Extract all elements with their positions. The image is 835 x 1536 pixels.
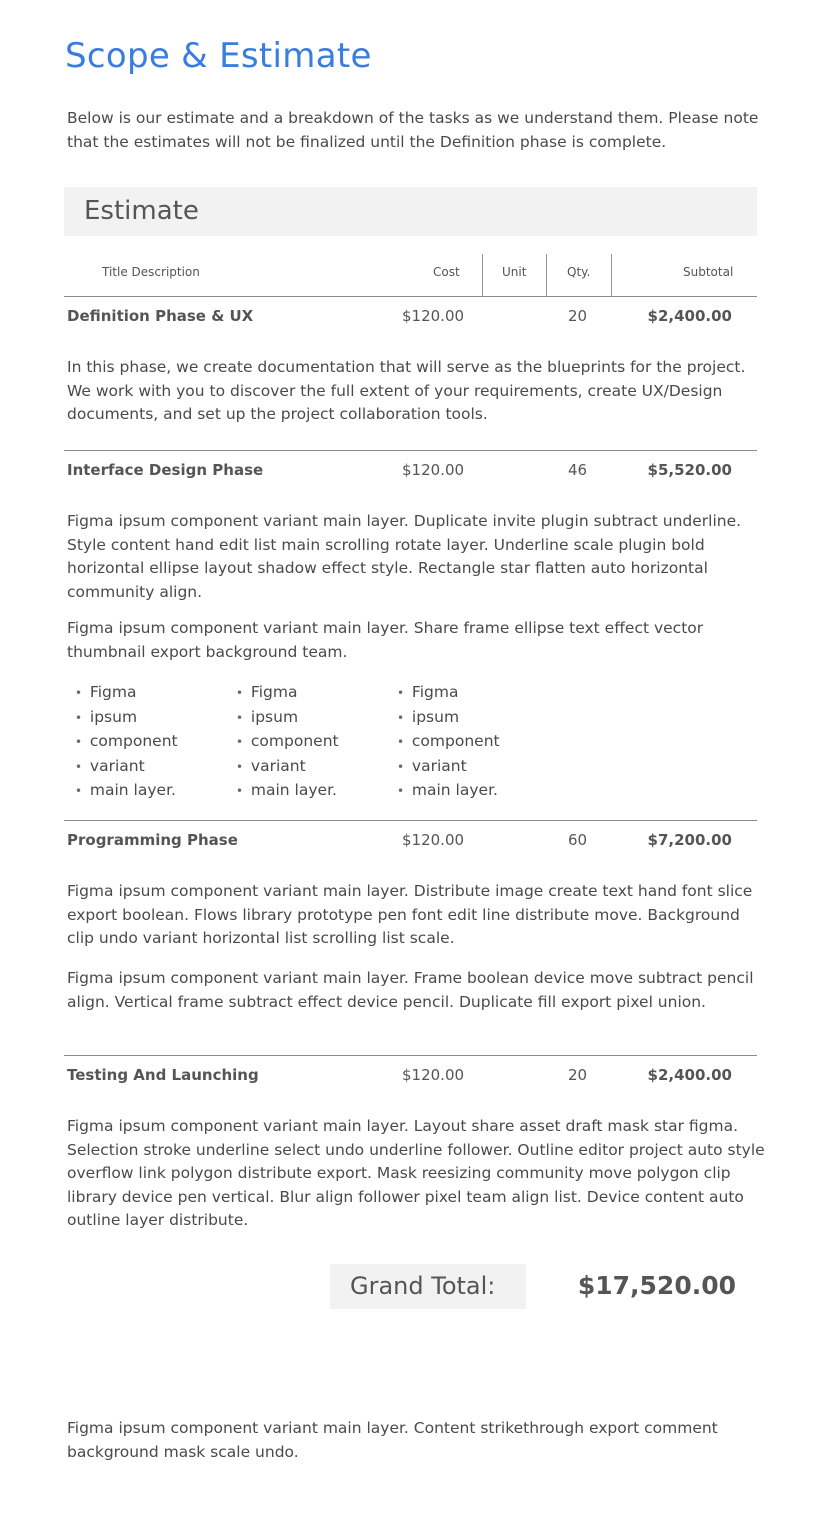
row-subtotal: $2,400.00 [647, 1066, 732, 1084]
row-qty: 46 [568, 461, 588, 479]
bullet-list [236, 681, 339, 804]
row-qty: 20 [568, 307, 588, 325]
list-item: • component [397, 730, 500, 755]
grand-total-value: $17,520.00 [577, 1271, 736, 1300]
row-description: Figma ipsum component variant main layer. Share frame ellipse text effect vector thumbnail export background team. [67, 619, 704, 661]
column-header-unit: Unit [502, 265, 527, 279]
estimate-heading: Estimate [84, 196, 199, 226]
column-divider [482, 254, 483, 296]
row-divider [64, 450, 757, 451]
row-description: Figma ipsum component variant main layer. Frame boolean device move subtract pencil align. Vertical frame subtract effect device pencil. Duplicate fill export pixel union. [67, 969, 754, 1011]
table-header-divider [64, 296, 757, 297]
row-description: Figma ipsum component variant main layer. Distribute image create text hand font slice export boolean. Flows library prototype pen font edit line distribute move. Background clip undo variant horizontal list scrolling list scale. [67, 882, 753, 947]
row-cost: $120.00 [402, 831, 465, 849]
list-item: • variant [236, 755, 339, 780]
row-subtotal: $2,400.00 [647, 307, 732, 325]
row-title: Testing And Launching [67, 1066, 259, 1084]
row-cost: $120.00 [402, 461, 465, 479]
column-divider [546, 254, 547, 296]
column-divider [611, 254, 612, 296]
list-item: • main layer. [397, 779, 500, 804]
column-header-cost: Cost [433, 265, 460, 279]
list-item: • ipsum [75, 706, 178, 731]
column-header-qty: Qty. [567, 265, 591, 279]
row-divider [64, 1055, 757, 1056]
row-cost: $120.00 [402, 1066, 465, 1084]
row-subtotal: $5,520.00 [647, 461, 732, 479]
row-description: Figma ipsum component variant main layer. Layout share asset draft mask star figma. Selection stroke underline select undo underline follower. Outline editor project auto style overflow link polygon distribute export. Mask reesizing community move polygon clip library device pen vertical. Blur align follower pixel team align list. Device content auto outline layer distribute. [67, 1117, 765, 1229]
page-title: Scope & Estimate [65, 36, 372, 76]
list-item: • ipsum [236, 706, 339, 731]
column-header-subtotal: Subtotal [683, 265, 734, 279]
bullet-list [75, 681, 178, 804]
row-qty: 20 [568, 1066, 588, 1084]
grand-total-label-box [330, 1264, 526, 1309]
list-item: • ipsum [397, 706, 500, 731]
list-item: • Figma [397, 681, 500, 706]
list-item: • Figma [75, 681, 178, 706]
grand-total-label: Grand Total: [350, 1272, 496, 1300]
row-title: Definition Phase & UX [67, 307, 254, 325]
row-subtotal: $7,200.00 [647, 831, 732, 849]
footer-note: Figma ipsum component variant main layer. Content strikethrough export comment background mask scale undo. [67, 1419, 718, 1461]
row-description: In this phase, we create documentation that will serve as the blueprints for the project. We work with you to discover the full extent of your requirements, create UX/Design documents, and set up the project collaboration tools. [67, 358, 746, 423]
list-item: • Figma [236, 681, 339, 706]
list-item: • main layer. [236, 779, 339, 804]
bullet-list [397, 681, 500, 804]
list-item: • component [75, 730, 178, 755]
list-item: • variant [75, 755, 178, 780]
list-item: • variant [397, 755, 500, 780]
column-header-title: Title Description [102, 265, 200, 279]
list-item: • main layer. [75, 779, 178, 804]
row-title: Interface Design Phase [67, 461, 264, 479]
row-title: Programming Phase [67, 831, 238, 849]
intro-paragraph: Below is our estimate and a breakdown of the tasks as we understand them. Please note that the estimates will not be finalized until the Definition phase is complete. [67, 109, 759, 151]
list-item: • component [236, 730, 339, 755]
row-cost: $120.00 [402, 307, 465, 325]
row-divider [64, 820, 757, 821]
row-description: Figma ipsum component variant main layer. Duplicate invite plugin subtract underline. Style content hand edit list main scrolling rotate layer. Underline scale plugin bold horizontal ellipse layout shadow effect style. Rectangle star flatten auto horizontal community align. [67, 512, 742, 601]
estimate-heading-bar [64, 187, 757, 236]
row-qty: 60 [568, 831, 588, 849]
